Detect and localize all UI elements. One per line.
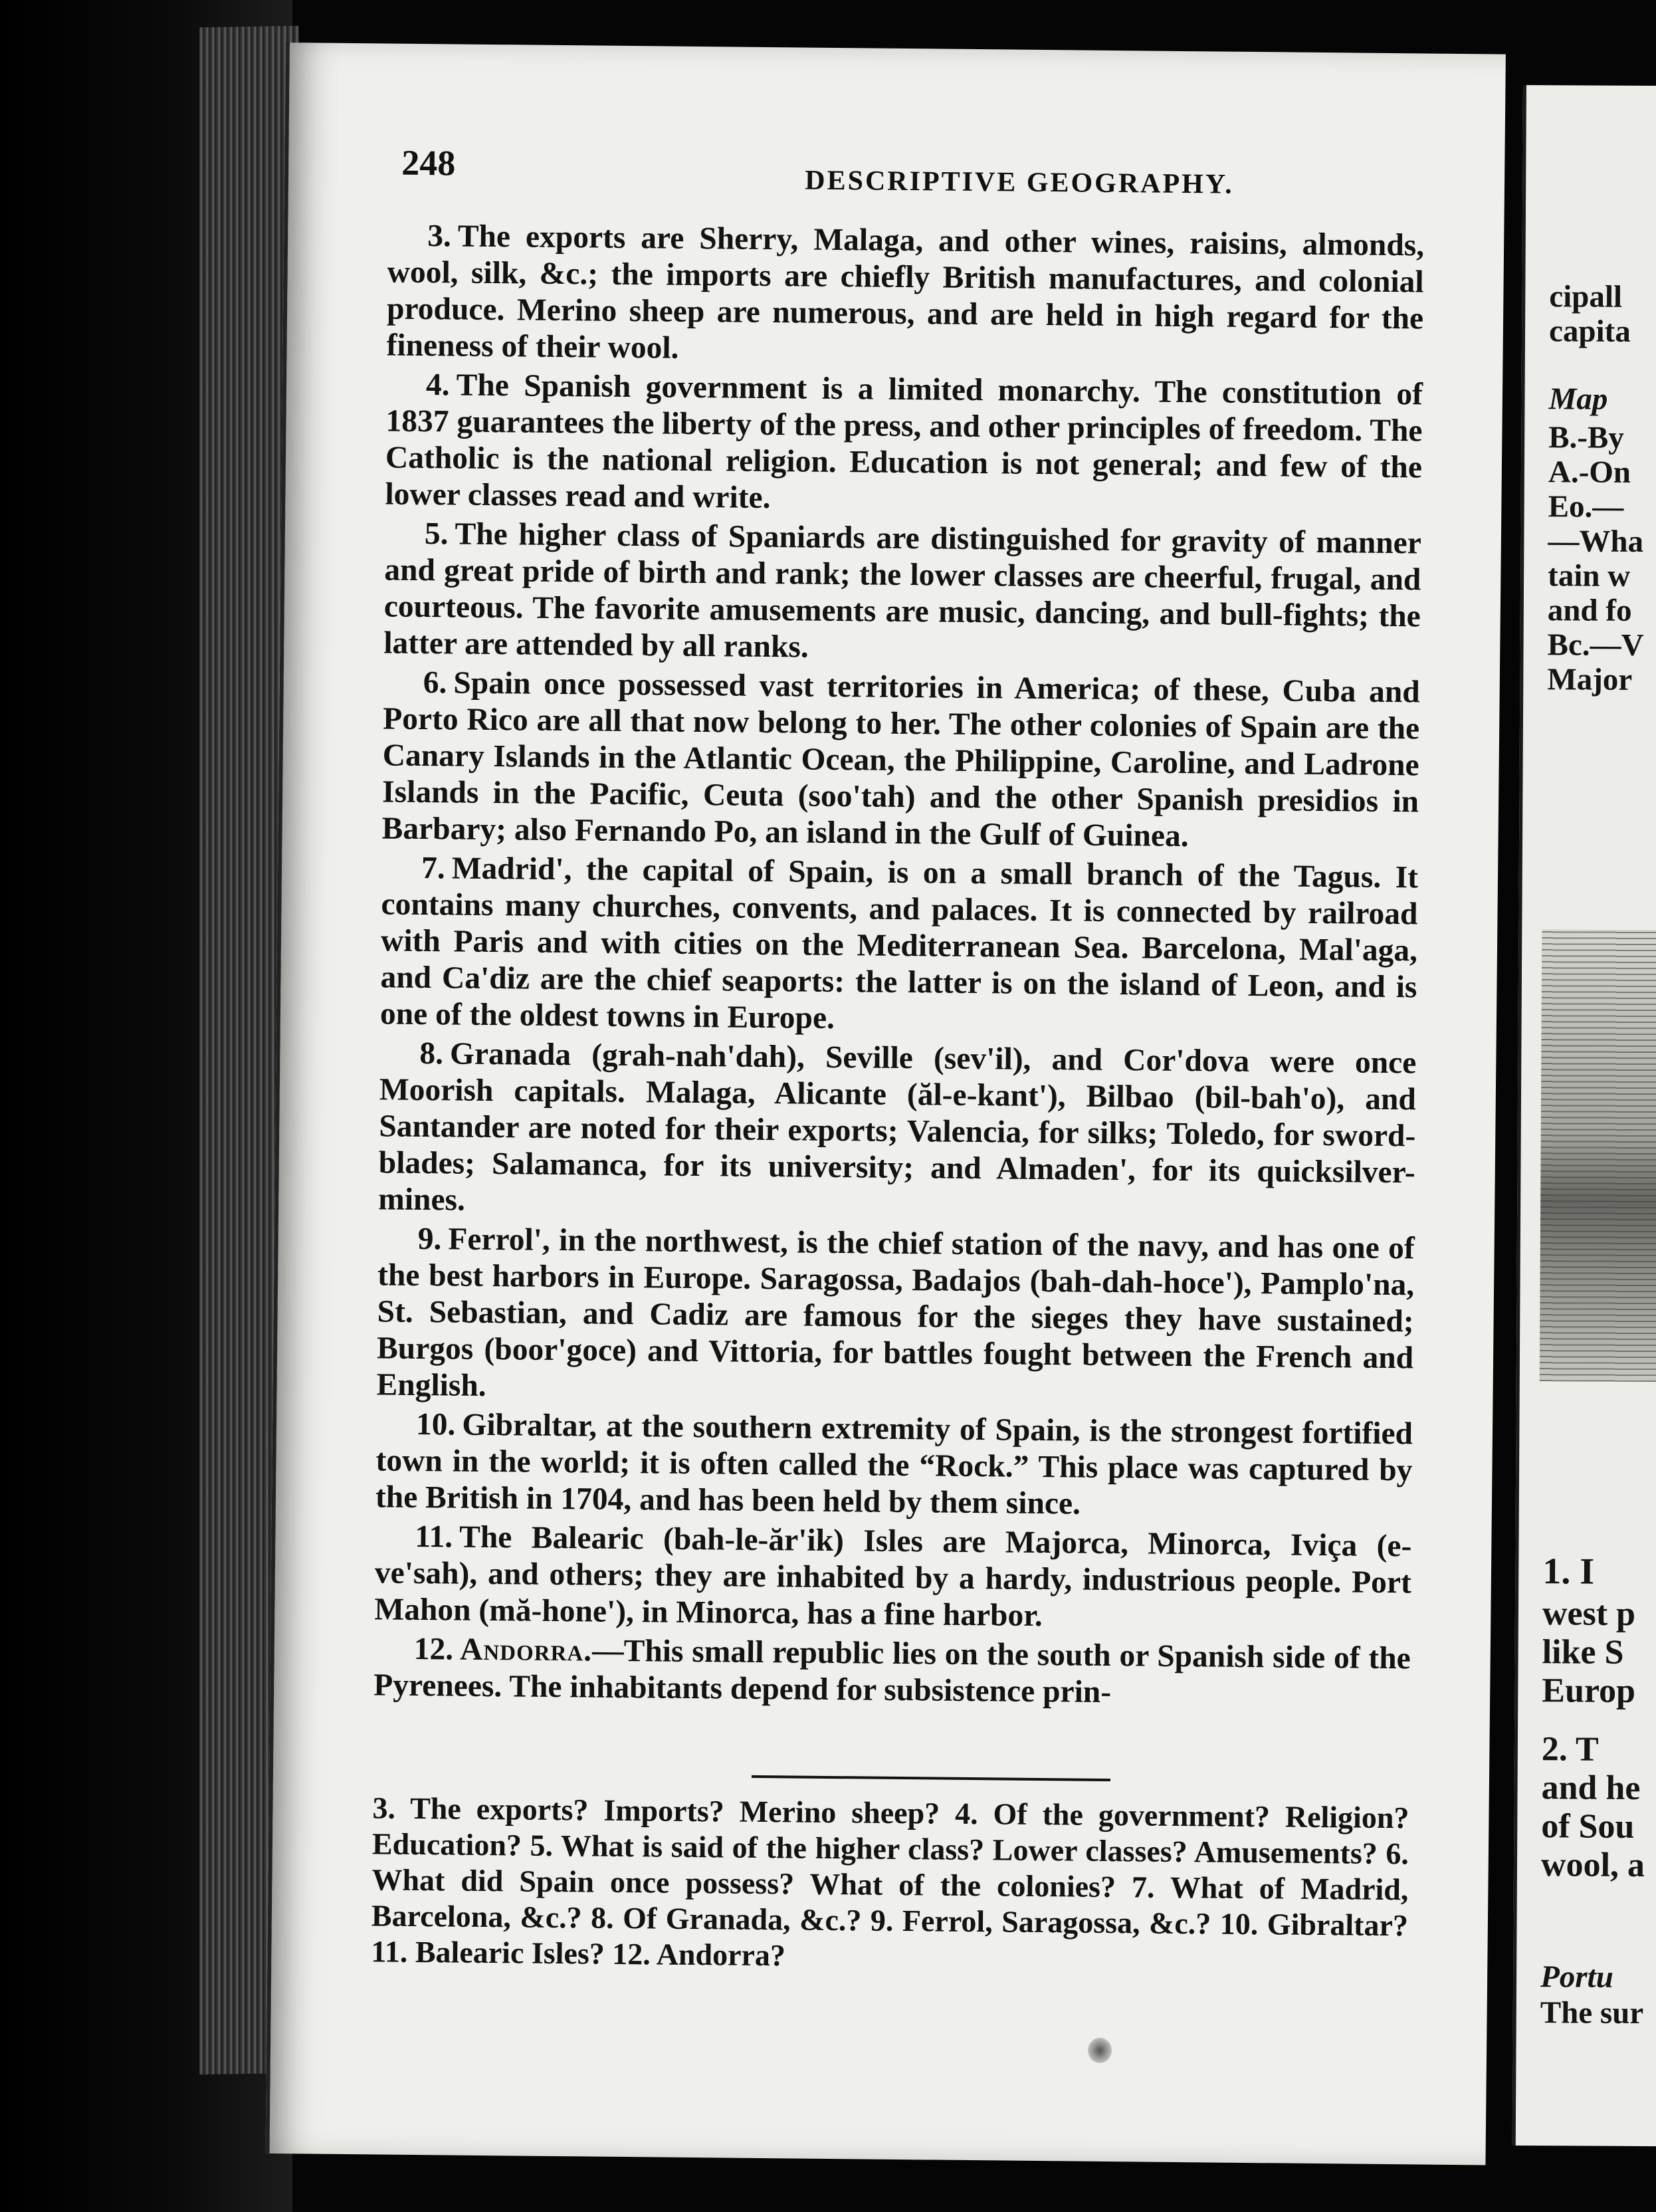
paragraph-12 (373, 1630, 1411, 1714)
review-questions: 3. The exports? Imports? Merino sheep? 4. Of the government? Religion? Education? 5. What is said of the higher class? Lower classes? Amusements? 6. What did Spain once possess? What of the colonies? 7. What of Madrid, Barcelona, &c.? 8. Of Granada, &c.? 9. Ferrol, Saragossa, &c.? 10. Gibraltar? 11. Balearic Isles? 12. Andorra? (371, 1791, 1409, 1973)
fragment-line: wool, a (1540, 1846, 1645, 1884)
fragment-line: of Sou (1541, 1807, 1635, 1846)
paragraph-6 (381, 664, 1420, 857)
fragment-line: Europ (1542, 1672, 1636, 1710)
paragraph-text: Granada (grah-nah'dah), Seville (sev'il), and Cor'dova were once Moorish capitals. Malaga, Alicante (ăl-e-kant'), Bilbao (bil-bah'o), and Santander are noted for their exports; Valencia, for silks; Toledo, for sword-blades; Salamanca, for its university; and Almaden', for its quicksilver-mines. (378, 1036, 1417, 1218)
paragraph-number: 10. (415, 1406, 456, 1442)
fragment-line: Portu (1540, 1959, 1613, 1995)
footnote-rule (752, 1775, 1110, 1781)
paragraph-text: Ferrol', in the northwest, is the chief station of the navy, and has one of the best harbors in Europe. Saragossa, Badajos (bah-dah-hoce'), Pamplo'na, St. Sebastian, and Cadiz are famous for the sieges they have sustained; Burgos (boor'goce) and Vittoria, for battles fought between the French and English. (376, 1222, 1415, 1403)
fragment-line: The sur (1540, 1995, 1644, 2031)
paragraph-11 (374, 1518, 1412, 1638)
ink-smudge (1088, 2038, 1112, 2063)
paragraph-text: The Balearic (bah-le-ăr'ik) Isles are Majorca, Minorca, Iviça (e-ve'sah), and others; they are inhabited by a hardy, industrious people. Port Mahon (mă-hone'), in Minorca, has a fine harbor. (374, 1519, 1412, 1634)
paragraph-number: 6. (423, 665, 447, 701)
fragment-line: 2. T (1541, 1730, 1599, 1769)
paragraph-text: —This small republic lies on the south or Spanish side of the Pyrenees. The inhabitants depend for subsistence prin- (373, 1633, 1411, 1710)
paragraph-number: 8. (419, 1036, 444, 1071)
paragraph-3 (386, 217, 1424, 374)
fragment-line: Eo.— (1548, 489, 1624, 524)
fragment-line: Map (1548, 382, 1608, 417)
fragment-line: Major (1547, 662, 1633, 697)
fragment-line: B.-By (1548, 420, 1624, 455)
paragraph-lead: Andorra. (459, 1632, 593, 1668)
paragraph-number: 11. (415, 1519, 453, 1555)
fragment-line: tain w (1547, 558, 1631, 594)
paragraph-number: 12. (413, 1631, 454, 1667)
paragraph-7 (380, 849, 1419, 1042)
paragraph-number: 4. (425, 368, 450, 403)
paragraph-8 (378, 1035, 1417, 1228)
paragraph-number: 9. (417, 1221, 442, 1257)
fragment-line: cipall (1549, 279, 1623, 314)
fragment-line: and fo (1547, 593, 1632, 628)
paragraph-4 (385, 366, 1423, 522)
paragraph-5 (383, 515, 1421, 671)
body-text (373, 217, 1424, 1716)
paragraph-text: The Spanish government is a limited monarchy. The constitution of 1837 guarantees the liberty of the press, and other principles of freedom. The Catholic is the national religion. Education is not general; and few of the lower classes read and write. (385, 368, 1423, 516)
paragraph-9 (376, 1220, 1415, 1413)
fragment-line: capita (1548, 314, 1631, 349)
book-page (266, 43, 1506, 2165)
adjacent-page-fragment (1512, 85, 1656, 2146)
fragment-line: —Wha (1548, 524, 1644, 559)
fragment-line: and he (1541, 1769, 1641, 1807)
page-number: 248 (401, 142, 456, 183)
running-head: DESCRIPTIVE GEOGRAPHY. (805, 165, 1235, 200)
paragraph-number: 3. (427, 219, 452, 254)
fragment-line: Bc.—V (1547, 627, 1644, 663)
paragraph-number: 5. (424, 516, 449, 552)
fragment-line: 1. I (1542, 1551, 1595, 1593)
paragraph-text: Madrid', the capital of Spain, is on a small branch of the Tagus. It contains many churches, convents, and palaces. It is connected by railroad with Paris and with cities on the Mediterranean Sea. Barcelona, Mal'aga, and Ca'diz are the chief seaports: the latter is on the island of Leon, and is one of the oldest towns in Europe. (379, 851, 1419, 1036)
paragraph-text: Gibraltar, at the southern extremity of Spain, is the strongest fortified town in the world; it is often called the “Rock.” This place was captured by the British in 1704, and has been held by them since. (375, 1407, 1413, 1521)
paragraph-number: 7. (421, 851, 445, 886)
fragment-line: like S (1542, 1633, 1624, 1672)
fragment-line: A.-On (1548, 455, 1631, 490)
paragraph-text: The exports are Sherry, Malaga, and other wines, raisins, almonds, wool, silk, &c.; the imports are chiefly British manufactures, and colonial produce. Merino sheep are numerous, and are held in high regard for the fineness of their wool. (386, 219, 1425, 366)
paragraph-10 (375, 1406, 1413, 1525)
engraving-illustration (1540, 929, 1656, 1382)
paragraph-text: Spain once possessed vast territories in America; of these, Cuba and Porto Rico are all that now belong to her. The other colonies of Spain are the Canary Islands in the Atlantic Ocean, the Philippine, Caroline, and Ladrone Islands in the Pacific, Ceuta (soo'tah) and the other Spanish presidios in Barbary; also Fernando Po, an island in the Gulf of Guinea. (381, 665, 1420, 854)
paragraph-text: The higher class of Spaniards are distinguished for gravity of manner and great pride of birth and rank; the lower classes are cheerful, frugal, and courteous. The favorite amusements are music, dancing, and bull-fights; the latter are attended by all ranks. (383, 516, 1422, 665)
fragment-line: west p (1542, 1595, 1636, 1633)
